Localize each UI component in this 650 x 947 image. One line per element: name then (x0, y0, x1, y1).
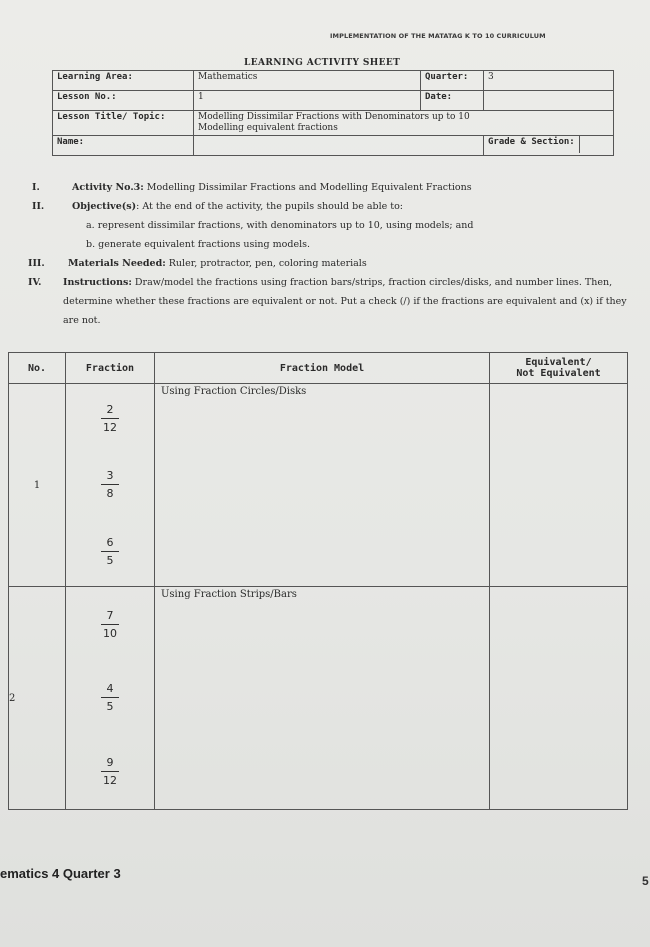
date-label: Date: (421, 91, 484, 111)
fraction-list (67, 385, 153, 585)
objective-letter: b. (86, 239, 96, 250)
equivalent-cell[interactable] (490, 384, 628, 587)
sheet-title: LEARNING ACTIVITY SHEET (244, 58, 401, 68)
col-fraction-header: Fraction (66, 353, 155, 384)
item-num: I. (32, 182, 40, 193)
fraction (101, 609, 119, 640)
item-num: IV. (28, 277, 42, 288)
objective-a (28, 216, 638, 235)
denominator: 12 (103, 420, 117, 434)
model-cell[interactable] (155, 384, 490, 587)
fraction-list (67, 588, 153, 808)
page-number: 5 (642, 874, 649, 888)
item-objectives (28, 197, 638, 216)
numerator: 4 (106, 682, 114, 696)
model-label: Using Fraction Strips/Bars (161, 589, 297, 600)
row-number: 1 (9, 384, 66, 587)
instructions-text: Draw/model the fractions using fraction bars/strips, fraction circles/disks, and number lines. Then, determine whether these fractions are equivalent or not. Put a check (/) if the fractions are equivalent and (x) if they are not. (63, 277, 627, 326)
objective-b (28, 235, 638, 254)
denominator: 8 (106, 487, 114, 501)
item-materials (28, 254, 638, 273)
grade-section-cell (484, 136, 614, 156)
lesson-title-label: Lesson Title/ Topic: (53, 111, 194, 136)
fraction-bar (101, 484, 119, 485)
model-cell[interactable] (155, 587, 490, 810)
lesson-no-label: Lesson No.: (53, 91, 194, 111)
denominator: 12 (103, 773, 117, 787)
objective-text: represent dissimilar fractions, with denominators up to 10, using models; and (97, 220, 474, 231)
learning-area-label: Learning Area: (53, 71, 194, 91)
item-num: II. (32, 201, 45, 212)
fraction (101, 682, 119, 713)
instructions-list (28, 178, 638, 330)
objectives-label: Objective(s) (72, 201, 137, 212)
fraction-bar (101, 771, 119, 772)
objective-text: generate equivalent fractions using models. (98, 239, 311, 250)
lesson-title-line-2: Modelling equivalent fractions (198, 123, 338, 133)
col-equivalent-line-1: Equivalent/ (525, 357, 592, 368)
grade-section-label: Grade & Section: (484, 136, 580, 153)
denominator: 10 (103, 627, 117, 641)
fraction-table (8, 352, 628, 810)
item-instructions (28, 273, 638, 330)
numerator: 2 (106, 402, 114, 416)
fraction-bar (101, 697, 119, 698)
fraction-cell (66, 384, 155, 587)
numerator: 9 (106, 755, 114, 769)
fraction (101, 403, 119, 434)
denominator: 5 (106, 554, 114, 568)
curriculum-header: IMPLEMENTATION OF THE MATATAG K TO 10 CURRICULUM (330, 32, 546, 40)
fraction (101, 756, 119, 787)
materials-label: Materials Needed: (68, 258, 166, 269)
denominator: 5 (106, 700, 114, 714)
quarter-value: 3 (484, 71, 614, 91)
footer-text: ematics 4 Quarter 3 (0, 866, 121, 881)
numerator: 7 (106, 609, 114, 623)
col-no-header: No. (9, 353, 66, 384)
fraction-bar (101, 551, 119, 552)
fraction (101, 536, 119, 567)
row-number: 2 (9, 587, 66, 810)
fraction-cell (66, 587, 155, 810)
lesson-no-value: 1 (194, 91, 421, 111)
materials-text: Ruler, protractor, pen, coloring materials (165, 258, 367, 269)
name-label: Name: (53, 136, 194, 156)
item-activity (28, 178, 638, 197)
quarter-label: Quarter: (421, 71, 484, 91)
info-table (52, 70, 614, 156)
col-equivalent-line-2: Not Equivalent (516, 368, 601, 379)
fraction (101, 469, 119, 500)
activity-text: Modelling Dissimilar Fractions and Modelling Equivalent Fractions (143, 182, 472, 193)
item-num: III. (28, 258, 45, 269)
col-equivalent-header (490, 353, 628, 384)
date-field[interactable] (484, 91, 614, 111)
lesson-title-value (194, 111, 614, 136)
equivalent-cell[interactable] (490, 587, 628, 810)
objectives-text: : At the end of the activity, the pupils should be able to: (136, 201, 403, 212)
fraction-bar (101, 418, 119, 419)
model-label: Using Fraction Circles/Disks (161, 386, 307, 397)
col-model-header: Fraction Model (155, 353, 490, 384)
table-row (9, 384, 628, 587)
lesson-title-line-1: Modelling Dissimilar Fractions with Denominators up to 10 (198, 112, 470, 122)
fraction-bar (101, 624, 119, 625)
activity-label: Activity No.3: (72, 182, 144, 193)
name-field[interactable] (194, 136, 484, 156)
learning-area-value: Mathematics (194, 71, 421, 91)
table-row (9, 587, 628, 810)
instructions-label: Instructions: (63, 277, 132, 288)
numerator: 3 (106, 469, 114, 483)
numerator: 6 (106, 536, 114, 550)
objective-letter: a. (86, 220, 95, 231)
